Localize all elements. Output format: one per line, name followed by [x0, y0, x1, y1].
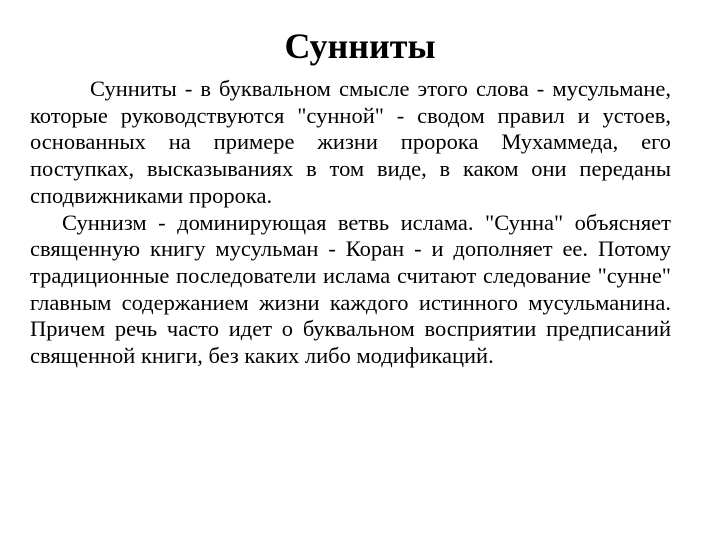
paragraph-1: Сунниты - в буквальном смысле этого слова - мусульмане, которые руководствуются "сунной" - сводом правил и устоев, основанных на примере жизни пророка Мухаммеда, его поступках, высказываниях в том виде, в каком они переданы сподвижниками пророка.	[30, 76, 671, 208]
paragraph-2: Суннизм - доминирующая ветвь ислама. "Сунна" объясняет священную книгу мусульман - Коран - и дополняет ее. Потому традиционные последователи ислама считают следование "сунне" главным содержанием жизни каждого истинного мусульманина. Причем речь часто идет о буквальном восприятии предписаний священной книги, без каких либо модификаций.	[30, 209, 671, 369]
slide-body	[30, 76, 671, 370]
slide-title: Сунниты	[284, 26, 436, 66]
